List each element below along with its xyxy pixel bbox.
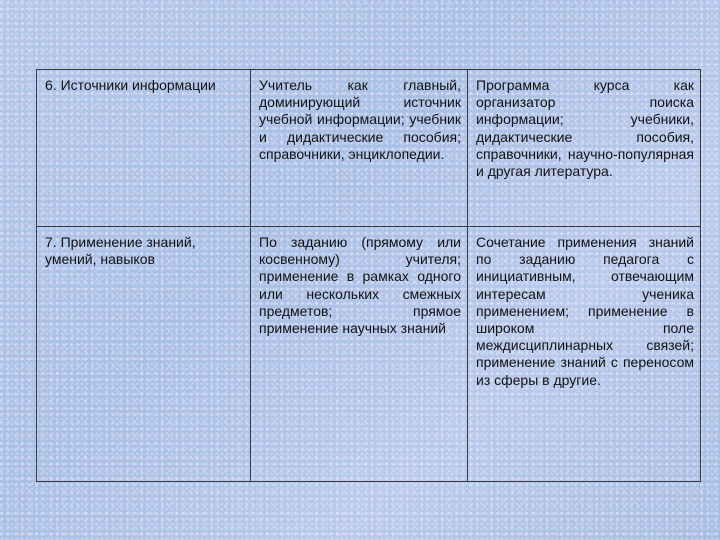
table-cell: По заданию (прямому или косвенному) учителя; применение в рамках одного или нескольких смежных предметов; прямое применение научных знаний [251, 227, 468, 482]
table-row [37, 70, 701, 227]
table-row [37, 227, 701, 482]
table-cell: 6. Источники информации [37, 70, 251, 227]
comparison-table [36, 69, 701, 482]
table-cell: Программа курса как организатор поиска информации; учебники, дидактические пособия, справочники, научно-популярная и другая литература. [468, 70, 701, 227]
table-cell: Сочетание применения знаний по заданию педагога с инициативным, отвечающим интересам ученика применением; применение в широком поле междисциплинарных связей; применение знаний с переносом из сферы в другие. [468, 227, 701, 482]
table-cell: 7. Применение знаний, умений, навыков [37, 227, 251, 482]
table-cell: Учитель как главный, доминирующий источник учебной информации; учебник и дидактические пособия; справочники, энциклопедии. [251, 70, 468, 227]
